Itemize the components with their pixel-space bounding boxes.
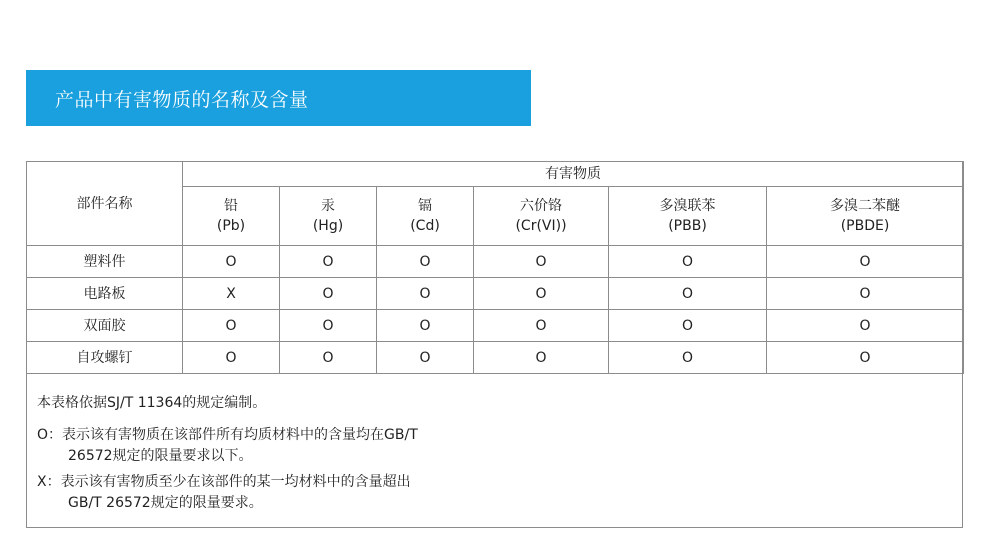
value-cell: O (767, 246, 964, 278)
value-cell: O (609, 246, 767, 278)
part-name-cell: 电路板 (27, 278, 183, 310)
table-row (27, 246, 964, 278)
value-cell: O (183, 310, 280, 342)
part-name-header: 部件名称 (27, 162, 183, 246)
substance-symbol: (PBDE) (840, 218, 890, 234)
substance-symbol: (Hg) (312, 218, 344, 234)
value-cell: O (280, 310, 377, 342)
standard-basis-note: 本表格依据SJ/T 11364的规定编制。 (37, 395, 267, 411)
x-legend-line-1: X：表示该有害物质至少在该部件的某一均材料中的含量超出 (37, 474, 411, 490)
substance-header-cadmium (377, 187, 474, 246)
substance-symbol: (PBB) (668, 218, 707, 234)
value-cell: O (377, 310, 474, 342)
substance-header-lead (183, 187, 280, 246)
table-row (27, 342, 964, 374)
o-legend-line-2: 26572规定的限量要求以下。 (68, 448, 253, 464)
x-legend-note (37, 472, 937, 514)
section-title-banner (26, 70, 531, 126)
o-legend-note (37, 425, 937, 467)
value-cell: O (377, 246, 474, 278)
substance-header-mercury (280, 187, 377, 246)
value-cell: O (609, 342, 767, 374)
value-cell: O (377, 342, 474, 374)
substance-header-pbb (609, 187, 767, 246)
hazardous-substances-table (26, 161, 964, 374)
table-notes (37, 393, 937, 519)
part-name-cell: 自攻螺钉 (27, 342, 183, 374)
part-name-cell: 双面胶 (27, 310, 183, 342)
value-cell: O (474, 278, 609, 310)
value-cell: O (280, 278, 377, 310)
value-cell: O (609, 310, 767, 342)
value-cell: O (183, 342, 280, 374)
value-cell: O (280, 342, 377, 374)
substance-header-pbde (767, 187, 964, 246)
substance-name: 铅 (224, 198, 238, 214)
part-name-cell: 塑料件 (27, 246, 183, 278)
value-cell: O (767, 278, 964, 310)
hazardous-substances-header: 有害物质 (183, 162, 964, 187)
substance-name: 多溴二苯醚 (830, 198, 900, 214)
value-cell: O (609, 278, 767, 310)
substance-symbol: (Cr(VI)) (515, 218, 567, 234)
table-row (27, 310, 964, 342)
value-cell: O (377, 278, 474, 310)
value-cell: O (767, 310, 964, 342)
substance-name: 六价铬 (520, 198, 562, 214)
o-legend-line-1: O：表示该有害物质在该部件所有均质材料中的含量均在GB/T (37, 427, 418, 443)
substance-name: 多溴联苯 (659, 198, 716, 214)
substance-symbol: (Cd) (410, 218, 440, 234)
x-legend-line-2: GB/T 26572规定的限量要求。 (68, 495, 263, 511)
substance-name: 镉 (418, 198, 432, 214)
value-cell: O (474, 246, 609, 278)
value-cell: X (183, 278, 280, 310)
value-cell: O (474, 310, 609, 342)
value-cell: O (474, 342, 609, 374)
substance-name: 汞 (321, 198, 335, 214)
value-cell: O (767, 342, 964, 374)
value-cell: O (280, 246, 377, 278)
value-cell: O (183, 246, 280, 278)
substance-header-chromium (474, 187, 609, 246)
substance-symbol: (Pb) (216, 218, 246, 234)
table-row (27, 278, 964, 310)
section-title: 产品中有害物质的名称及含量 (55, 88, 309, 111)
